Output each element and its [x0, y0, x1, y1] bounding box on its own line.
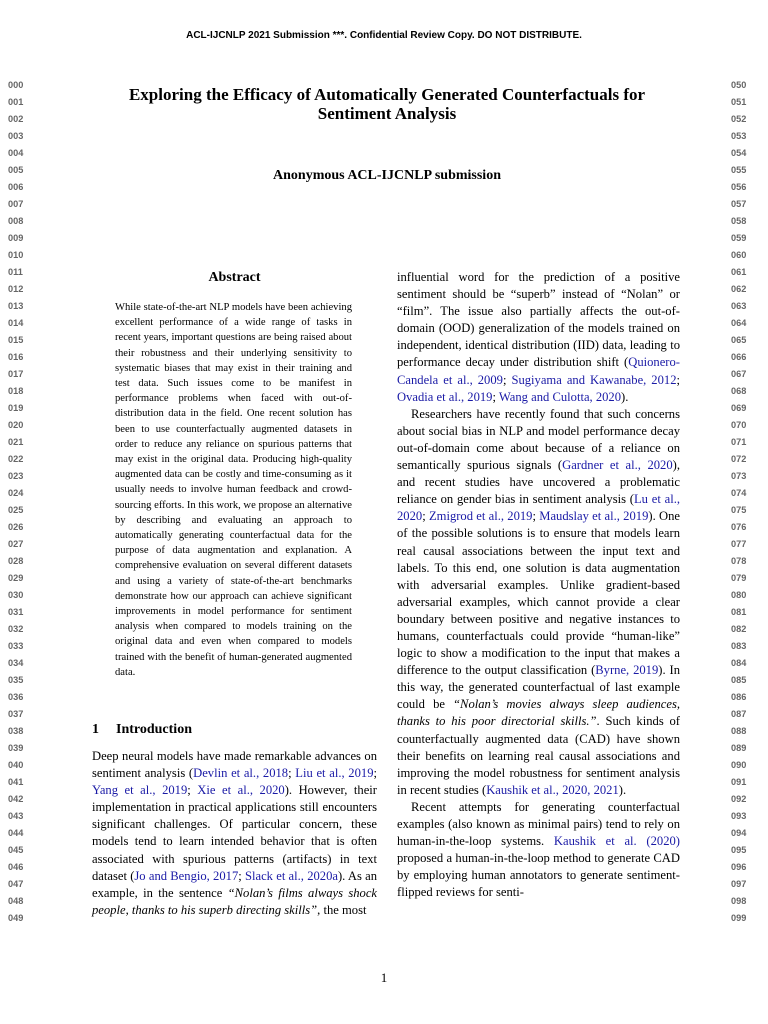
line-number: 024 — [8, 488, 24, 498]
line-number: 080 — [731, 590, 747, 600]
line-number: 001 — [8, 97, 24, 107]
line-number: 032 — [8, 624, 24, 634]
line-number: 099 — [731, 913, 747, 923]
line-number: 084 — [731, 658, 747, 668]
line-number: 009 — [8, 233, 24, 243]
line-number: 042 — [8, 794, 24, 804]
paper-title: Exploring the Efficacy of Automatically Generated Counterfactuals for Sentiment Analysis — [128, 85, 646, 123]
line-number: 098 — [731, 896, 747, 906]
citation-link[interactable]: Lu et al., 2020 — [397, 492, 681, 524]
line-number: 049 — [8, 913, 24, 923]
line-number: 015 — [8, 335, 24, 345]
citation-link[interactable]: Yang et al., 2019 — [92, 783, 188, 798]
section-number: 1 — [92, 722, 99, 737]
line-number: 025 — [8, 505, 24, 515]
line-number: 035 — [8, 675, 24, 685]
line-number: 072 — [731, 454, 747, 464]
citation-link[interactable]: Slack et al., 2020a — [245, 868, 338, 883]
line-number: 087 — [731, 709, 747, 719]
line-number: 094 — [731, 828, 747, 838]
line-number: 019 — [8, 403, 24, 413]
line-number: 068 — [731, 386, 747, 396]
line-number: 029 — [8, 573, 24, 583]
line-number: 034 — [8, 658, 24, 668]
citation-link[interactable]: Quionero-Candela et al., 2009 — [397, 355, 680, 387]
line-number: 018 — [8, 386, 24, 396]
line-number: 043 — [8, 811, 24, 821]
line-number: 011 — [8, 267, 23, 277]
line-number: 033 — [8, 641, 24, 651]
line-number: 082 — [731, 624, 747, 634]
section-title: Introduction — [116, 722, 192, 737]
line-number: 023 — [8, 471, 24, 481]
line-number: 057 — [731, 199, 747, 209]
line-numbers-left — [8, 77, 48, 927]
line-number: 037 — [8, 709, 24, 719]
citation-link[interactable]: Kaushik et al. (2020) — [553, 834, 680, 849]
line-number: 060 — [731, 250, 747, 260]
line-number: 067 — [731, 369, 747, 379]
line-number: 046 — [8, 862, 24, 872]
intro-paragraph-2: Researchers have recently found that such concerns about social bias in NLP and model performance decay out-of-domain come about because of a reliance on semantically spurious signals (Gardner et al., 2020), and recent studies have uncovered a problematic reliance on gender bias in sentiment analysis (Lu et al., 2020; Zmigrod et al., 2019; Maudslay et al., 2019). One of the possible solutions is to ensure that models learn real causal associations between the input text and labels. To this end, one solution is data augmentation with adversarial examples. Unlike gradient-based adversarial examples, which cannot provide a clear boundary between positive and negative instances to humans, counterfactuals could provide “human-like” logic to show a modification to the input that makes a difference to the output classification (Byrne, 2019). In this way, the generated counterfactual of last example could be “Nolan’s movies always sleep audiences, thanks to his poor directorial skills.”. Such kinds of counterfactually augmented data (CAD) have shown their benefits on learning real causal associations and improving the model robustness for sentiment analysis in recent studies (Kaushik et al., 2020, 2021). — [397, 406, 681, 797]
line-number: 083 — [731, 641, 747, 651]
line-number: 002 — [8, 114, 24, 124]
line-number: 065 — [731, 335, 747, 345]
line-number: 028 — [8, 556, 24, 566]
line-number: 077 — [731, 539, 747, 549]
line-number: 027 — [8, 539, 24, 549]
line-number: 020 — [8, 420, 24, 430]
line-number: 047 — [8, 879, 24, 889]
line-number: 004 — [8, 148, 24, 158]
line-number: 061 — [731, 267, 747, 277]
line-number: 085 — [731, 675, 747, 685]
line-number: 059 — [731, 233, 747, 243]
line-number: 006 — [8, 182, 24, 192]
line-number: 073 — [731, 471, 747, 481]
example-quote: “Nolan’s films always shock people, thanks to his superb directing skills” — [92, 885, 377, 917]
line-number: 022 — [8, 454, 24, 464]
line-number: 030 — [8, 590, 24, 600]
line-number: 039 — [8, 743, 24, 753]
citation-link[interactable]: Ovadia et al., 2019 — [397, 389, 493, 404]
page-header: ACL-IJCNLP 2021 Submission ***. Confidential Review Copy. DO NOT DISTRIBUTE. — [186, 30, 582, 41]
intro-paragraph-3: Recent attempts for generating counterfactual examples (also known as minimal pairs) tend to rely on human-in-the-loop systems. Kaushik et al. (2020) proposed a human-in-the-loop method to generate CAD by employing human annotators to generate sentiment-flipped reviews for senti- — [397, 799, 680, 900]
line-number: 066 — [731, 352, 747, 362]
line-number: 010 — [8, 250, 24, 260]
line-number: 093 — [731, 811, 747, 821]
line-number: 003 — [8, 131, 24, 141]
line-number: 036 — [8, 692, 24, 702]
line-number: 095 — [731, 845, 747, 855]
line-number: 089 — [731, 743, 747, 753]
line-number: 013 — [8, 301, 24, 311]
line-number: 044 — [8, 828, 24, 838]
intro-left-column — [92, 748, 377, 919]
citation-link[interactable]: Maudslay et al., 2019 — [539, 509, 649, 524]
section-heading — [92, 722, 192, 738]
citation-link[interactable]: Wang and Culotta, 2020 — [498, 389, 622, 404]
intro-paragraph-continued: influential word for the prediction of a positive sentiment should be “superb” instead of “Nolan” or “film”. The issue also partially affects the out-of-domain (OOD) generalization of the models trained on independent, identical distribution (IID) data, leading to performance decay under distribution shift (Quionero-Candela et al., 2009; Sugiyama and Kawanabe, 2012; Ovadia et al., 2019; Wang and Culotta, 2020). — [397, 270, 680, 404]
author-line: Anonymous ACL-IJCNLP submission — [273, 168, 501, 183]
line-number: 055 — [731, 165, 747, 175]
line-number: 092 — [731, 794, 747, 804]
line-number: 062 — [731, 284, 747, 294]
line-number: 063 — [731, 301, 747, 311]
line-number: 014 — [8, 318, 24, 328]
citation-link[interactable]: Gardner et al., 2020 — [562, 458, 673, 473]
line-number: 079 — [731, 573, 747, 583]
intro-paragraph-1: Deep neural models have made remarkable advances on sentiment analysis (Devlin et al., 2018; Liu et al., 2019; Yang et al., 2019; Xie et al., 2020). However, their implementation in practical applications still encounters significant challenges. Of particular concern, these models tend to learn intended behavior that is often associated with spurious patterns (artifacts) in text dataset (Jo and Bengio, 2017; Slack et al., 2020a). As an example, in the sentence “Nolan’s films always shock people, thanks to his superb directing skills”, the most — [92, 749, 377, 917]
line-number: 038 — [8, 726, 24, 736]
citation-link[interactable]: Liu et al., 2019 — [295, 766, 374, 781]
line-number: 045 — [8, 845, 24, 855]
intro-right-column — [397, 269, 680, 901]
line-number: 056 — [731, 182, 747, 192]
line-number: 048 — [8, 896, 24, 906]
line-number: 031 — [8, 607, 24, 617]
citation-link[interactable]: Jo and Bengio, 2017 — [134, 868, 239, 883]
line-number: 086 — [731, 692, 747, 702]
line-number: 081 — [731, 607, 747, 617]
counterfactual-quote: “Nolan’s movies always sleep audiences, thanks to his poor directorial skills.” — [397, 697, 680, 729]
line-number: 040 — [8, 760, 24, 770]
line-number: 026 — [8, 522, 24, 532]
citation-link[interactable]: Kaushik et al., 2020, 2021 — [486, 782, 619, 797]
line-number: 069 — [731, 403, 747, 413]
page-number: 1 — [380, 970, 388, 985]
line-number: 058 — [731, 216, 747, 226]
line-number: 088 — [731, 726, 747, 736]
line-number: 070 — [731, 420, 747, 430]
citation-link[interactable]: Byrne, 2019 — [595, 663, 659, 678]
line-number: 012 — [8, 284, 24, 294]
line-number: 096 — [731, 862, 747, 872]
citation-link[interactable]: Xie et al., 2020 — [197, 783, 285, 798]
line-number: 091 — [731, 777, 747, 787]
line-numbers-right — [731, 77, 768, 927]
line-number: 000 — [8, 80, 24, 90]
line-number: 050 — [731, 80, 747, 90]
line-number: 051 — [731, 97, 747, 107]
line-number: 074 — [731, 488, 747, 498]
line-number: 008 — [8, 216, 24, 226]
line-number: 064 — [731, 318, 747, 328]
line-number: 016 — [8, 352, 24, 362]
line-number: 076 — [731, 522, 747, 532]
line-number: 007 — [8, 199, 24, 209]
line-number: 005 — [8, 165, 24, 175]
line-number: 017 — [8, 369, 24, 379]
abstract-heading: Abstract — [208, 270, 261, 285]
line-number: 090 — [731, 760, 747, 770]
line-number: 041 — [8, 777, 24, 787]
abstract-body: While state-of-the-art NLP models have been achieving excellent performance of a wide range of tasks in recent years, important questions are being raised about their robustness and their underlying sensitivity to systematic biases that may exist in their training and test data. Such issues come to be manifest in performance problems when faced with out-of-distribution data in the field. One recent solution has been to use counterfactually augmented datasets in order to reduce any reliance on spurious patterns that may exist in the original data. Producing high-quality augmented data can be costly and time-consuming as it usually needs to involve human feedback and crowd-sourcing efforts. In this work, we propose an alternative by describing and evaluating an approach to automatically generating counterfactual data for the purpose of data augmentation and explanation. A comprehensive evaluation on several different datasets and using a variety of state-of-the-art benchmarks demonstrate how our approach can achieve significant improvements in model performance for sentiment analysis when compared to models training on the original data and even when compared to models trained with the benefit of human-generated augmented data. — [115, 302, 352, 678]
citation-link[interactable]: Devlin et al., 2018 — [193, 766, 289, 781]
line-number: 097 — [731, 879, 747, 889]
line-number: 053 — [731, 131, 747, 141]
line-number: 054 — [731, 148, 747, 158]
line-number: 071 — [731, 437, 747, 447]
line-number: 078 — [731, 556, 747, 566]
line-number: 075 — [731, 505, 747, 515]
citation-link[interactable]: Zmigrod et al., 2019 — [428, 509, 533, 524]
line-number: 021 — [8, 437, 24, 447]
line-number: 052 — [731, 114, 747, 124]
citation-link[interactable]: Sugiyama and Kawanabe, 2012 — [511, 372, 677, 387]
